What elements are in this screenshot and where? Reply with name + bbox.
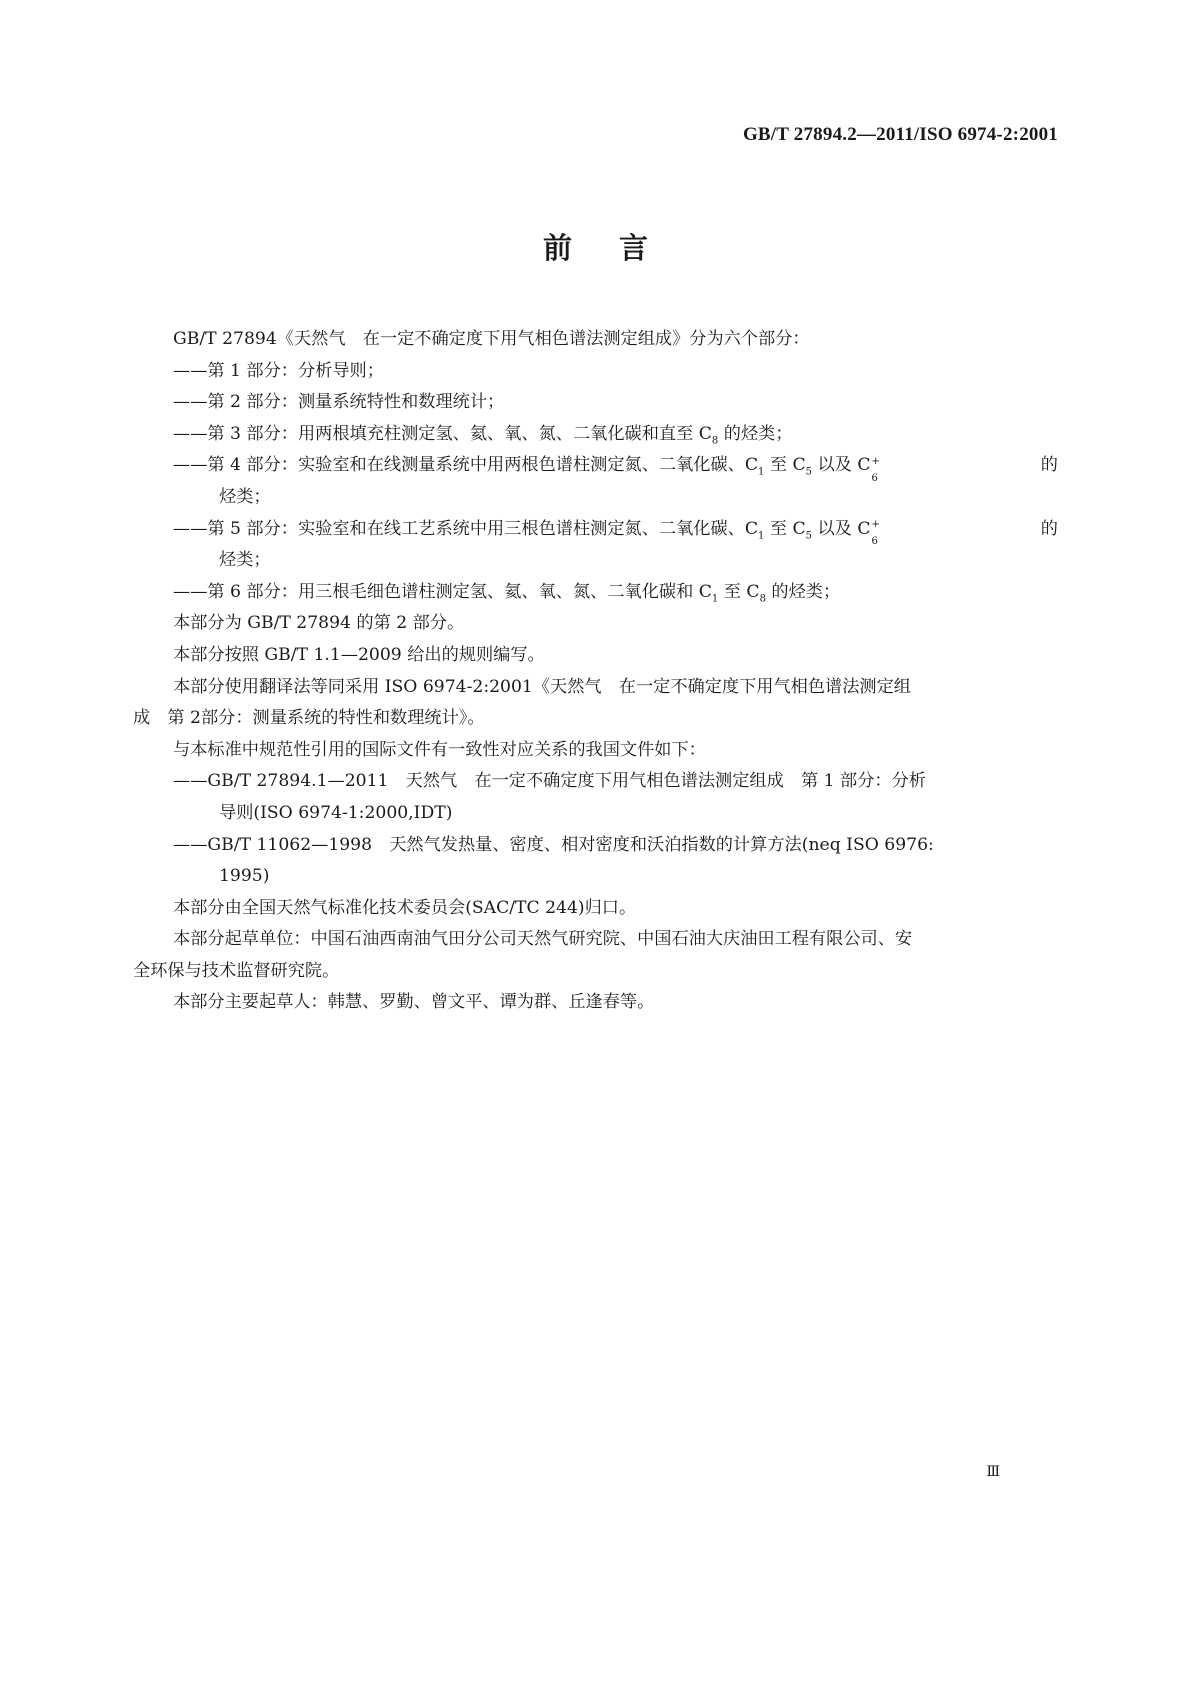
part-4-text-c: 以及 C — [812, 455, 871, 476]
part-6-item — [133, 577, 1058, 609]
part-4-superscript: + — [871, 456, 880, 468]
part-4-supsub — [870, 453, 880, 485]
drafters-paragraph: 本部分主要起草人：韩慧、罗勤、曾文平、谭为群、丘逢春等。 — [173, 992, 655, 1013]
drafting-rules-paragraph: 本部分按照 GB/T 1.1—2009 给出的规则编写。 — [173, 644, 545, 665]
part-6-text-b: 至 C — [718, 581, 760, 602]
part-4-subscript-3: 6 — [871, 473, 878, 485]
reference-1-line-1: ——GB/T 27894.1—2011 天然气 在一定不确定度下用气相色谱法测定组成 第 1 部分：分析 — [173, 771, 926, 792]
committee-paragraph: 本部分由全国天然气标准化技术委员会(SAC/TC 244)归口。 — [173, 897, 637, 918]
part-6-subscript-1: 1 — [711, 593, 719, 605]
part-5-line — [173, 514, 878, 546]
part-5-text-c: 以及 C — [812, 518, 871, 539]
page-number: Ⅲ — [986, 1464, 999, 1480]
part-5-item — [133, 514, 1058, 546]
part-statement-paragraph: 本部分为 GB/T 27894 的第 2 部分。 — [173, 613, 465, 634]
part-4-text-b: 至 C — [764, 455, 806, 476]
part-2-item: ——第 2 部分：测量系统特性和数理统计； — [173, 392, 505, 413]
page-title: 前言 — [542, 231, 695, 265]
part-3-text-a: ——第 3 部分：用两根填充柱测定氢、氦、氧、氮、二氧化碳和直至 C — [173, 423, 712, 444]
part-4-text-d: 的 — [1040, 455, 1058, 476]
standard-code-header: GB/T 27894.2—2011/ISO 6974-2:2001 — [742, 124, 1058, 145]
part-4-continuation: 烃类； — [219, 486, 271, 507]
part-1-item: ——第 1 部分：分析导则； — [173, 360, 384, 381]
part-6-text-a: ——第 6 部分：用三根毛细色谱柱测定氢、氦、氧、氮、二氧化碳和 C — [173, 581, 712, 602]
part-4-text-a: ——第 4 部分：实验室和在线测量系统中用两根色谱柱测定氮、二氧化碳、C — [173, 455, 759, 476]
part-4-line — [173, 450, 880, 485]
reference-2-line-2: 1995) — [219, 866, 270, 887]
part-5-text-b: 至 C — [764, 518, 806, 539]
part-3-text-b: 的烃类； — [718, 423, 793, 444]
part-4-item — [133, 450, 1058, 485]
part-5-subscript-1: 1 — [758, 530, 765, 541]
reference-1-line-2: 导则(ISO 6974-1:2000,IDT) — [219, 802, 453, 823]
part-6-subscript-2: 8 — [759, 593, 766, 605]
drafting-units-line-2: 全环保与技术监督研究院。 — [133, 960, 340, 981]
intro-paragraph: GB/T 27894《天然气 在一定不确定度下用气相色谱法测定组成》分为六个部分： — [173, 329, 810, 349]
drafting-units-line-1: 本部分起草单位：中国石油西南油气田分公司天然气研究院、中国石油大庆油田工程有限公司、安 — [173, 929, 913, 950]
part-5-text-a: ——第 5 部分：实验室和在线工艺系统中用三根色谱柱测定氮、二氧化碳、C — [173, 518, 759, 539]
part-5-superscript: + — [871, 519, 880, 531]
part-5-subscript-3: 6 — [871, 536, 878, 548]
part-3-subscript: 8 — [711, 435, 719, 447]
part-5-text-d: 的 — [1040, 518, 1058, 539]
part-4-subscript-1: 1 — [758, 466, 765, 478]
adoption-paragraph-line-2: 成 第 2部分：测量系统的特性和数理统计》。 — [133, 708, 485, 729]
foreword-body — [133, 324, 1058, 1019]
part-6-text-c: 的烃类； — [765, 581, 841, 602]
part-4-subscript-2: 5 — [805, 466, 813, 478]
part-3-item — [133, 419, 1058, 451]
reference-2-line-1: ——GB/T 11062—1998 天然气发热量、密度、相对密度和沃泊指数的计算方法(neq ISO 6976: — [173, 834, 934, 855]
part-5-subscript-2: 5 — [805, 530, 813, 541]
part-5-supsub — [870, 516, 880, 548]
adoption-paragraph-line-1: 本部分使用翻译法等同采用 ISO 6974-2:2001《天然气 在一定不确定度下用气相色谱法测定组 — [173, 676, 911, 697]
part-5-continuation: 烃类； — [219, 550, 271, 571]
correspondence-intro-paragraph: 与本标准中规范性引用的国际文件有一致性对应关系的我国文件如下： — [173, 739, 706, 760]
